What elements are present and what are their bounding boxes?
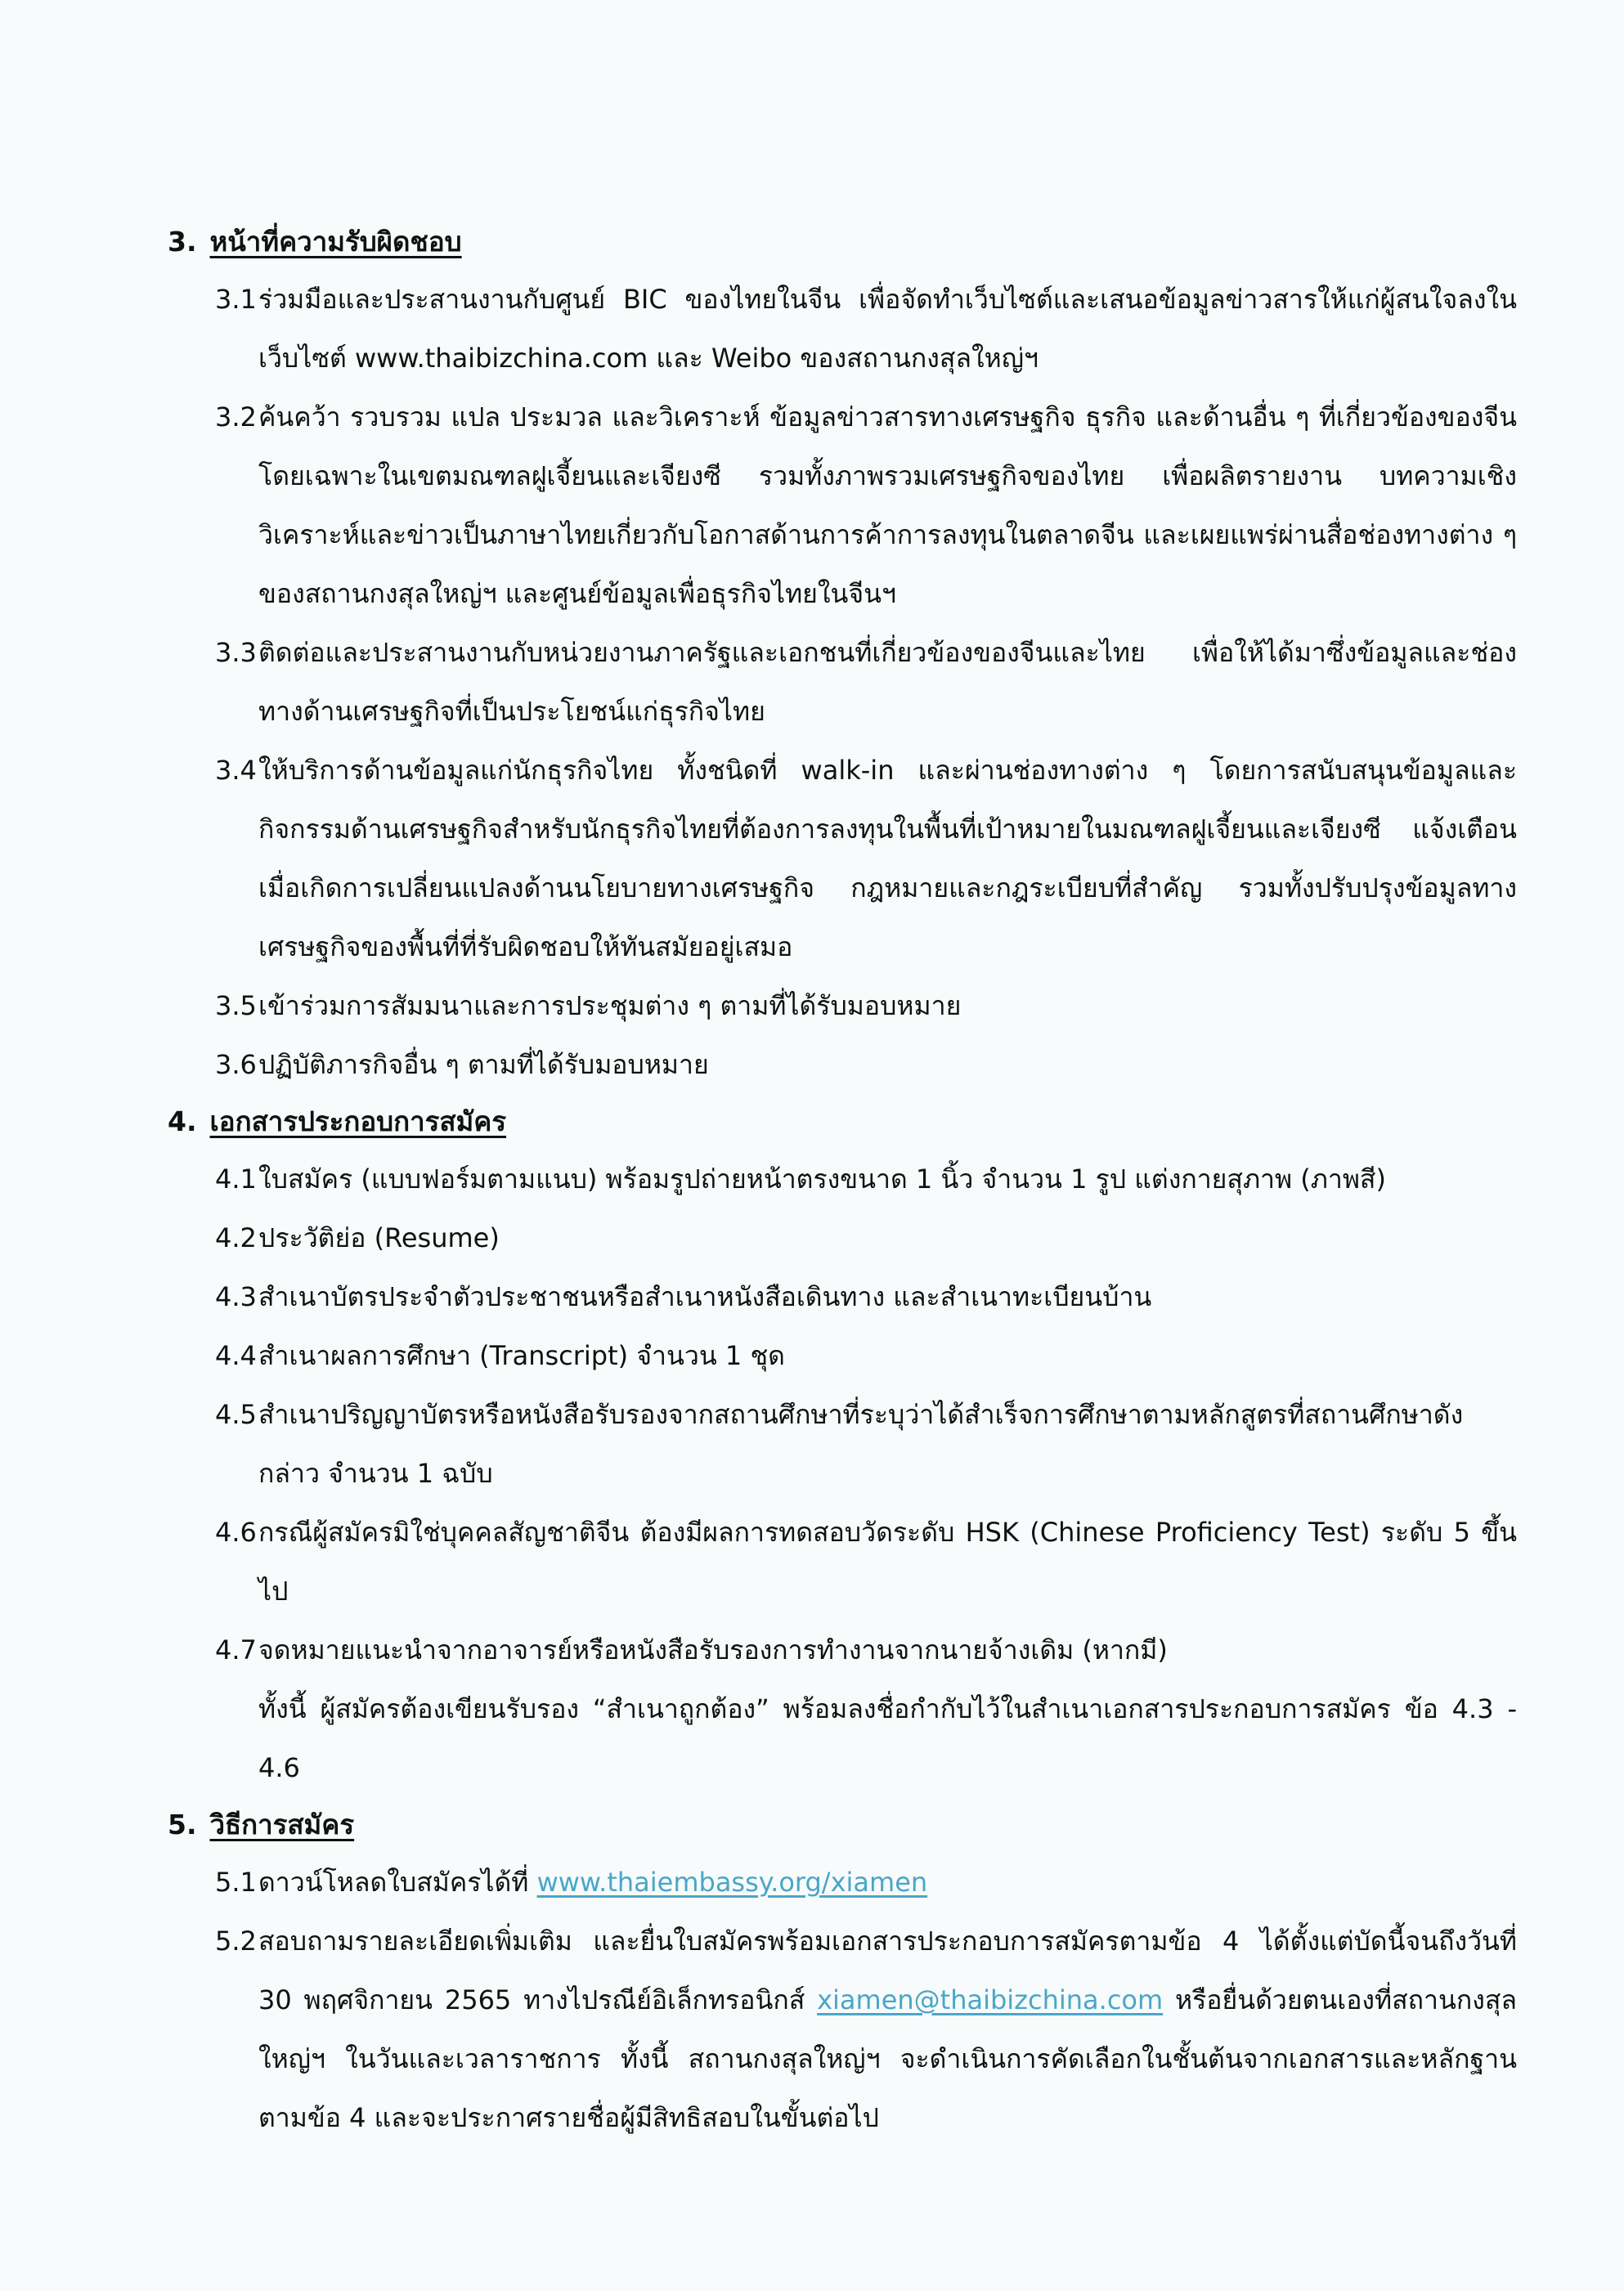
section-5-heading [168,1797,1517,1853]
item-number: 3.2 [215,401,257,433]
item-number: 4.5 [215,1399,257,1430]
item-number: 4.6 [215,1517,257,1548]
section-4-number: 4. [168,1105,197,1137]
item-text: ใบสมัคร (แบบฟอร์มตามแนบ) พร้อมรูปถ่ายหน้าตรงขนาด 1 นิ้ว จำนวน 1 รูป แต่งกายสุภาพ (ภาพสี) [258,1163,1386,1195]
list-item [215,1385,1517,1503]
list-item [215,623,1517,741]
item-number: 4.4 [215,1340,257,1371]
certification-note: ทั้งนี้ ผู้สมัครต้องเขียนรับรอง “สำเนาถูกต้อง” พร้อมลงชื่อกำกับไว้ในสำเนาเอกสารประกอบการสมัคร ข้อ 4.3 - 4.6 [258,1693,1517,1783]
list-item [215,1503,1517,1621]
item-text: ร่วมมือและประสานงานกับศูนย์ BIC ของไทยในจีน เพื่อจัดทำเว็บไซต์และเสนอข้อมูลข่าวสารให้แก่ผู้สนใจลงในเว็บไซต์ www.thaibizchina.com และ Weibo ของสถานกงสุลใหญ่ฯ [258,284,1517,374]
section-3-title: หน้าที่ความรับผิดชอบ [209,226,462,258]
item-number: 4.3 [215,1281,257,1312]
item-text: จดหมายแนะนำจากอาจารย์หรือหนังสือรับรองการทำงานจากนายจ้างเดิม (หากมี) [258,1634,1168,1666]
item-text: สำเนาปริญญาบัตรหรือหนังสือรับรองจากสถานศึกษาที่ระบุว่าได้สำเร็จการศึกษาตามหลักสูตรที่สถานศึกษาดังกล่าว จำนวน 1 ฉบับ [258,1399,1464,1489]
item-text: ค้นคว้า รวบรวม แปล ประมวล และวิเคราะห์ ข้อมูลข่าวสารทางเศรษฐกิจ ธุรกิจ และด้านอื่น ๆ ที่เกี่ยวข้องของจีน โดยเฉพาะในเขตมณฑลฝูเจี้ยนและเจียงซี รวมทั้งภาพรวมเศรษฐกิจของไทย เพื่อผลิตรายงาน บทความเชิงวิเคราะห์และข่าวเป็นภาษาไทยเกี่ยวกับโอกาสด้านการค้าการลงทุนในตลาดจีน และเผยแพร่ผ่านสื่อช่องทางต่าง ๆ ของสถานกงสุลใหญ่ฯ และศูนย์ข้อมูลเพื่อธุรกิจไทยในจีนฯ [258,401,1517,609]
item-text: ติดต่อและประสานงานกับหน่วยงานภาครัฐและเอกชนที่เกี่ยวข้องของจีนและไทย เพื่อให้ได้มาซึ่งข้อมูลและช่องทางด้านเศรษฐกิจที่เป็นประโยชน์แก่ธุรกิจไทย [258,637,1517,727]
section-5-number: 5. [168,1809,197,1840]
item-number: 4.7 [215,1634,257,1666]
item-text: สำเนาบัตรประจำตัวประชาชนหรือสำเนาหนังสือเดินทาง และสำเนาทะเบียนบ้าน [258,1281,1152,1312]
item-text: กรณีผู้สมัครมิใช่บุคคลสัญชาติจีน ต้องมีผลการทดสอบวัดระดับ HSK (Chinese Proficiency Test) ระดับ 5 ขึ้นไป [258,1517,1517,1607]
list-item [215,270,1517,388]
email-link[interactable]: xiamen@thaibizchina.com [817,1984,1164,2015]
section-4-title: เอกสารประกอบการสมัคร [209,1105,507,1137]
item-text: เข้าร่วมการสัมมนาและการประชุมต่าง ๆ ตามที่ได้รับมอบหมาย [258,990,962,1021]
item-text: สอบถามรายละเอียดเพิ่มเติม และยื่นใบสมัครพร้อมเอกสารประกอบการสมัครตามข้อ 4 ได้ตั้งแต่บัดนี้จนถึงวันที่ 30 พฤศจิกายน 2565 ทางไปรณีย์อิเล็กทรอนิกส์ [258,1926,1517,2015]
list-item [215,1150,1517,1208]
section-4-heading [168,1094,1517,1150]
item-number: 4.1 [215,1163,257,1195]
document-body [168,214,1517,2147]
item-number: 4.2 [215,1222,257,1253]
item-number: 3.6 [215,1049,257,1080]
item-number: 5.1 [215,1867,257,1898]
item-text: ดาวน์โหลดใบสมัครได้ที่ [258,1867,529,1898]
item-text: ประวัติย่อ (Resume) [258,1222,500,1253]
list-item [215,1621,1517,1679]
item-text: ให้บริการด้านข้อมูลแก่นักธุรกิจไทย ทั้งชนิดที่ walk-in และผ่านช่องทางต่าง ๆ โดยการสนับสนุนข้อมูลและกิจกรรมด้านเศรษฐกิจสำหรับนักธุรกิจไทยที่ต้องการลงทุนในพื้นที่เป้าหมายในมณฑลฝูเจี้ยนและเจียงซี แจ้งเตือนเมื่อเกิดการเปลี่ยนแปลงด้านนโยบายทางเศรษฐกิจ กฎหมายและกฎระเบียบที่สำคัญ รวมทั้งปรับปรุงข้อมูลทางเศรษฐกิจของพื้นที่ที่รับผิดชอบให้ทันสมัยอยู่เสมอ [258,755,1517,962]
list-item [215,1326,1517,1385]
item-number: 3.3 [215,637,257,668]
section-3-number: 3. [168,226,197,258]
list-item [215,388,1517,623]
list-item [215,1912,1517,2147]
item-number: 3.1 [215,284,257,315]
section-3-heading [168,214,1517,270]
item-number: 5.2 [215,1926,257,1957]
item-text: หรือยื่นด้วยตนเองที่สถานกงสุลใหญ่ฯ ในวันและเวลาราชการ ทั้งนี้ สถานกงสุลใหญ่ฯ จะดำเนินการคัดเลือกในชั้นต้นจากเอกสารและหลักฐานตามข้อ 4 และจะประกาศรายชื่อผู้มีสิทธิสอบในขั้นต่อไป [258,1984,1518,2133]
item-number: 3.4 [215,755,257,786]
list-item [215,741,1517,976]
section-5-title: วิธีการสมัคร [209,1809,355,1840]
item-text: ปฏิบัติภารกิจอื่น ๆ ตามที่ได้รับมอบหมาย [258,1049,709,1080]
list-item [215,1208,1517,1267]
list-item [215,1267,1517,1326]
download-link[interactable]: www.thaiembassy.org/xiamen [536,1867,928,1898]
item-text: สำเนาผลการศึกษา (Transcript) จำนวน 1 ชุด [258,1340,785,1371]
list-item [215,1853,1517,1912]
list-item [215,976,1517,1035]
list-item [215,1035,1517,1094]
item-number: 3.5 [215,990,257,1021]
